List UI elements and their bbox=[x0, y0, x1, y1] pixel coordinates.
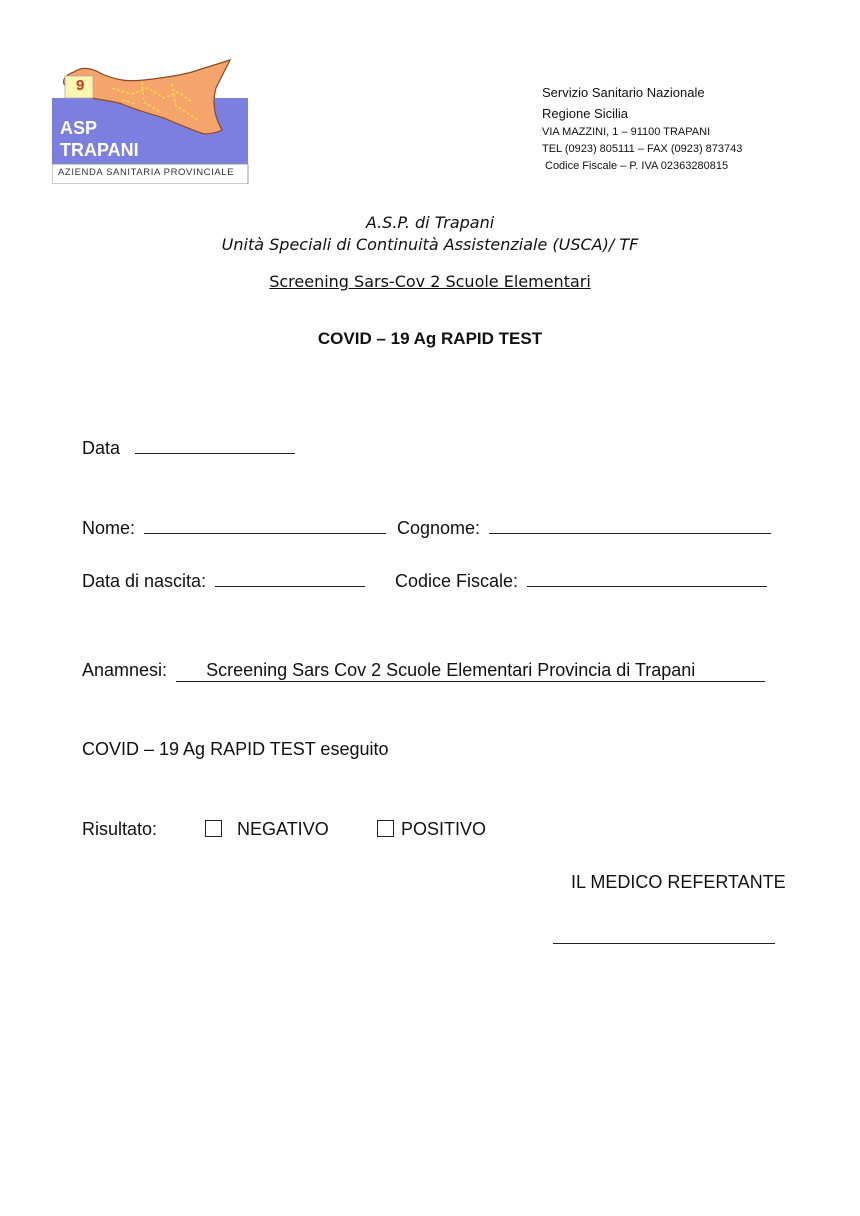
cognome-field[interactable] bbox=[489, 515, 771, 534]
test-eseguito: COVID – 19 Ag RAPID TEST eseguito bbox=[82, 739, 389, 759]
negativo-option[interactable] bbox=[205, 819, 329, 840]
anamnesi-row bbox=[82, 660, 765, 682]
codice-fiscale-label: Codice Fiscale: bbox=[395, 571, 519, 591]
asp-logo bbox=[52, 58, 250, 184]
anamnesi-label: Anamnesi: bbox=[82, 660, 168, 680]
nome-field[interactable] bbox=[144, 515, 386, 534]
contact-address: VIA MAZZINI, 1 – 91100 TRAPANI bbox=[542, 126, 711, 138]
contact-phone: TEL (0923) 805111 – FAX (0923) 873743 bbox=[542, 143, 743, 155]
anamnesi-value[interactable]: Screening Sars Cov 2 Scuole Elementari Provincia di Trapani bbox=[176, 660, 765, 682]
logo-trapani: TRAPANI bbox=[60, 140, 139, 160]
nascita-row bbox=[82, 568, 365, 592]
contact-ssn: Servizio Sanitario Nazionale bbox=[542, 85, 705, 100]
nascita-field[interactable] bbox=[215, 568, 365, 587]
nome-label: Nome: bbox=[82, 518, 136, 538]
data-field[interactable] bbox=[135, 435, 295, 454]
codice-fiscale-field[interactable] bbox=[527, 568, 767, 587]
positivo-label: POSITIVO bbox=[401, 819, 487, 839]
contact-block bbox=[542, 82, 742, 175]
unit-title: Unità Speciali di Continuità Assistenziale (USCA)/ TF bbox=[221, 235, 639, 254]
medico-refertante-label: IL MEDICO REFERTANTE bbox=[571, 872, 786, 892]
nascita-label: Data di nascita: bbox=[82, 571, 207, 591]
contact-regione: Regione Sicilia bbox=[542, 106, 628, 121]
logo-badge-number: 9 bbox=[76, 77, 85, 94]
logo-asp: ASP bbox=[60, 118, 98, 138]
positivo-checkbox[interactable] bbox=[377, 820, 394, 837]
negativo-label: NEGATIVO bbox=[237, 819, 329, 839]
data-label: Data bbox=[82, 438, 121, 458]
cognome-row bbox=[397, 515, 771, 539]
risultato-label: Risultato: bbox=[82, 819, 158, 839]
positivo-option[interactable] bbox=[377, 819, 486, 840]
test-title: COVID – 19 Ag RAPID TEST bbox=[317, 329, 543, 348]
nome-row bbox=[82, 515, 386, 539]
logo-tagline: AZIENDA SANITARIA PROVINCIALE bbox=[58, 167, 235, 178]
negativo-checkbox[interactable] bbox=[205, 820, 222, 837]
codice-fiscale-row bbox=[395, 568, 767, 592]
data-row bbox=[82, 435, 295, 459]
org-title: A.S.P. di Trapani bbox=[365, 213, 495, 232]
cognome-label: Cognome: bbox=[397, 518, 481, 538]
contact-tax-code: Codice Fiscale – P. IVA 02363280815 bbox=[545, 160, 729, 172]
screening-title: Screening Sars-Cov 2 Scuole Elementari bbox=[269, 272, 591, 291]
signature-line[interactable] bbox=[553, 943, 775, 944]
